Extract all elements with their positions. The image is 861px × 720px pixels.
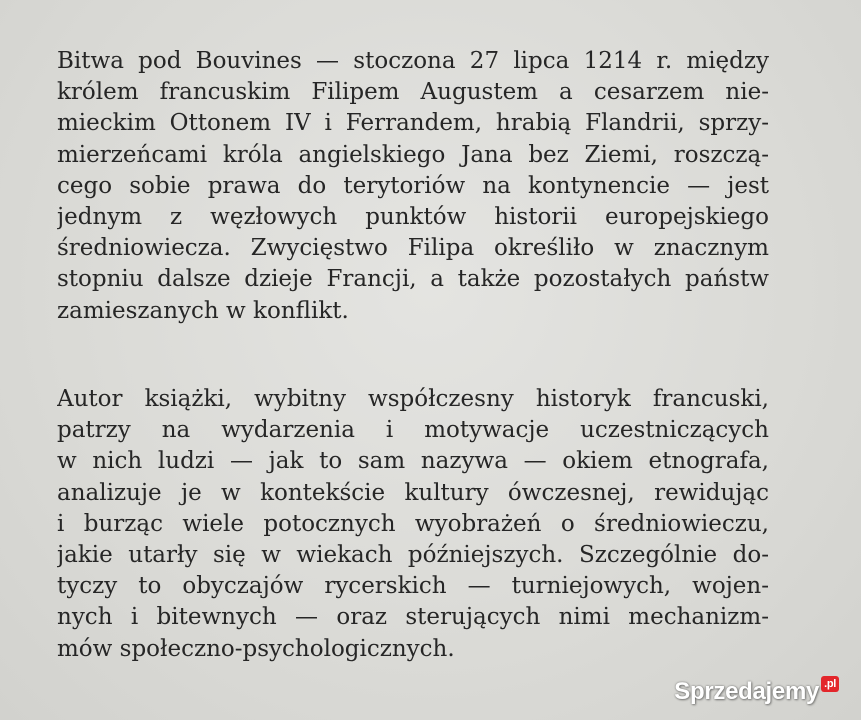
- paragraph-line: cego sobie prawa do terytoriów na kontynencie — jest: [57, 172, 769, 199]
- paragraph-line: nych i bitewnych — oraz sterujących nimi mechanizm-: [57, 604, 769, 631]
- paragraph-line: zamieszanych w konflikt.: [57, 297, 349, 324]
- paragraph-line: mierzeńcami króla angielskiego Jana bez Ziemi, roszczą-: [57, 141, 769, 168]
- paragraph-1: [57, 46, 769, 327]
- paragraph-line: stopniu dalsze dzieje Francji, a także pozostałych państw: [57, 266, 769, 293]
- paragraph-line: tyczy to obyczajów rycerskich — turniejowych, wojen-: [57, 573, 769, 600]
- paragraph-line: w nich ludzi — jak to sam nazywa — okiem etnografa,: [57, 448, 769, 475]
- paragraph-line: mieckim Ottonem IV i Ferrandem, hrabią Flandrii, sprzy-: [57, 110, 769, 137]
- paragraph-line: mów społeczno-psychologicznych.: [57, 635, 455, 662]
- paragraph-line: Bitwa pod Bouvines — stoczona 27 lipca 1214 r. między: [57, 48, 769, 74]
- paragraph-line: analizuje je w kontekście kultury ówczesnej, rewidując: [57, 479, 769, 506]
- paragraph-line: Autor książki, wybitny współczesny historyk francuski,: [57, 386, 769, 412]
- watermark-text: Sprzedajemy: [674, 678, 820, 705]
- paragraph-line: jakie utarły się w wiekach późniejszych. Szczególnie do-: [57, 541, 769, 568]
- paragraph-2: [57, 384, 769, 665]
- paragraph-line: i burząc wiele potocznych wyobrażeń o średniowieczu,: [57, 510, 769, 537]
- paragraph-line: królem francuskim Filipem Augustem a cesarzem nie-: [57, 79, 769, 106]
- paragraph-line: patrzy na wydarzenia i motywacje uczestniczących: [57, 417, 769, 444]
- paragraph-line: średniowiecza. Zwycięstwo Filipa określiło w znacznym: [57, 235, 769, 262]
- paragraph-line: jednym z węzłowych punktów historii europejskiego: [57, 203, 769, 230]
- sprzedajemy-watermark: [674, 678, 839, 706]
- watermark-badge: .pl: [821, 676, 839, 692]
